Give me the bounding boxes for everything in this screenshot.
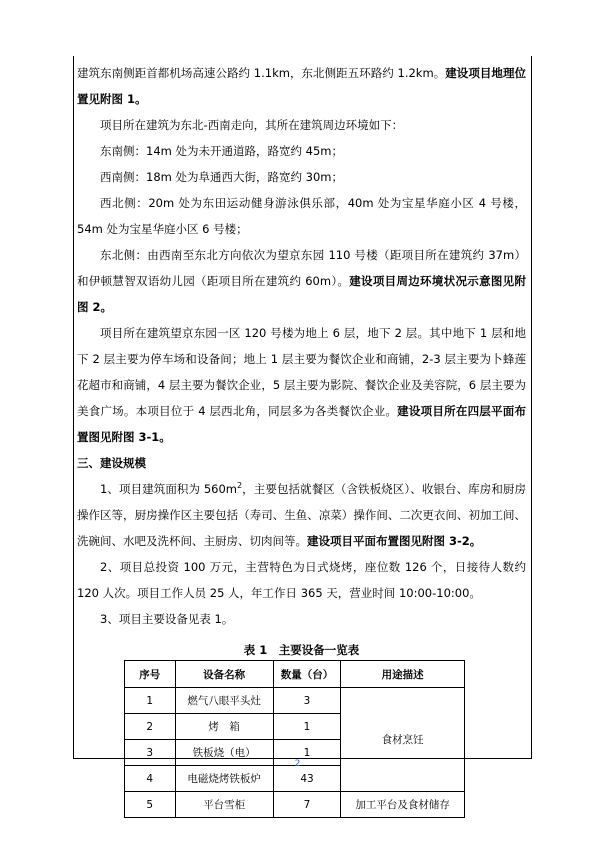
equipment-table (124, 660, 465, 818)
cell-name: 烤 箱 (175, 714, 273, 740)
cell-qty: 3 (273, 688, 341, 714)
surroundings-reference: 建设项目周边环境状况示意图见附图 2。 (77, 274, 526, 314)
cell-no: 1 (125, 688, 176, 714)
cell-no: 3 (125, 740, 176, 766)
cell-qty: 1 (273, 740, 341, 766)
cell-qty: 43 (273, 766, 341, 792)
cell-use: 食材烹饪 (341, 688, 465, 792)
building-paragraph: 项目所在建筑望京东园一区 120 号楼为地上 6 层，地下 2 层。其中地下 1 层和地下 2 层主要为停车场和设备间；地上 1 层主要为餐饮企业和商铺，2-3 层主要为卜蜂莲花超市和商铺，4 层主要为餐饮企业，5 层主要为影院、餐饮企业及美容院，6 层主要为美食广场。本项目位于 4 层西北角，同层多为各类餐饮企业。建设项目所在四层平面布置图见附图 3-1。 (77, 326, 527, 444)
table-caption: 表 1 主要设备一览表 (243, 643, 360, 657)
cell-qty: 1 (273, 714, 341, 740)
table-row (125, 792, 465, 818)
page-number: 2 (294, 759, 301, 769)
floorplan-reference: 建设项目所在四层平面布置图见附图 3-1。 (77, 404, 527, 444)
document-body (77, 60, 526, 818)
cell-name: 电磁烧烤铁板炉 (175, 766, 273, 792)
cell-name: 燃气八眼平头灶 (175, 688, 273, 714)
table-row (125, 688, 465, 714)
header-use: 用途描述 (341, 661, 465, 688)
location-reference: 建设项目地理位置见附图 1。 (77, 66, 526, 106)
southwest-paragraph: 西南侧：18m 处为阜通西大街，路宽约 30m； (100, 170, 343, 184)
cell-qty: 7 (273, 792, 341, 818)
table-header-row (125, 661, 465, 688)
header-qty: 数量（台） (273, 661, 341, 688)
cell-no: 5 (125, 792, 176, 818)
scale-item-1: 1、项目建筑面积为 $560m^2$，主要包括就餐区（含铁板烧区）、收银台、库房和厨房操作区等，厨房操作区主要包括（寿司、生鱼、凉菜）操作间、二次更衣间、初加工间、洗碗间、水吧及洗杯间、主厨房、切肉间等。建设项目平面布置图见附图 3-2。 (77, 481, 527, 548)
superscript: 2 (237, 481, 243, 491)
cell-no: 4 (125, 766, 176, 792)
header-no: 序号 (125, 661, 176, 688)
cell-no: 2 (125, 714, 176, 740)
header-name: 设备名称 (175, 661, 273, 688)
cell-use: 加工平台及食材储存 (341, 792, 465, 818)
southeast-paragraph: 东南侧：14m 处为未开通道路，路宽约 45m； (100, 144, 343, 158)
northeast-paragraph: 东北侧：由西南至东北方向依次为望京东园 110 号楼（距项目所在建筑约 37m）和伊顿慧智双语幼儿园（距项目所在建筑约 60m）。建设项目周边环境状况示意图见附图 2。 (77, 248, 526, 314)
orientation-paragraph: 项目所在建筑为东北-西南走向，其所在建筑周边环境如下： (100, 118, 404, 132)
northwest-paragraph: 西北侧：20m 处为东田运动健身游泳俱乐部，40m 处为宝星华庭小区 4 号楼，54m 处为宝星华庭小区 6 号楼； (77, 196, 526, 236)
section-title: 三、建设规模 (77, 456, 146, 470)
cell-name: 铁板烧（电） (175, 740, 273, 766)
location-paragraph: 建筑东南侧距首都机场高速公路约 1.1km，东北侧距五环路约 1.2km。建设项目地理位置见附图 1。 (77, 66, 526, 106)
cell-name: 平台雪柜 (175, 792, 273, 818)
layout-reference: 建设项目平面布置图见附图 3-2。 (307, 534, 482, 548)
scale-item-3: 3、项目主要设备见表 1。 (100, 612, 234, 626)
scale-item-2: 2、项目总投资 100 万元，主营特色为日式烧烤，座位数 126 个，日接待人数约 120 人次。项目工作人员 25 人，年工作日 365 天，营业时间 10:00-10:00。 (77, 560, 526, 600)
